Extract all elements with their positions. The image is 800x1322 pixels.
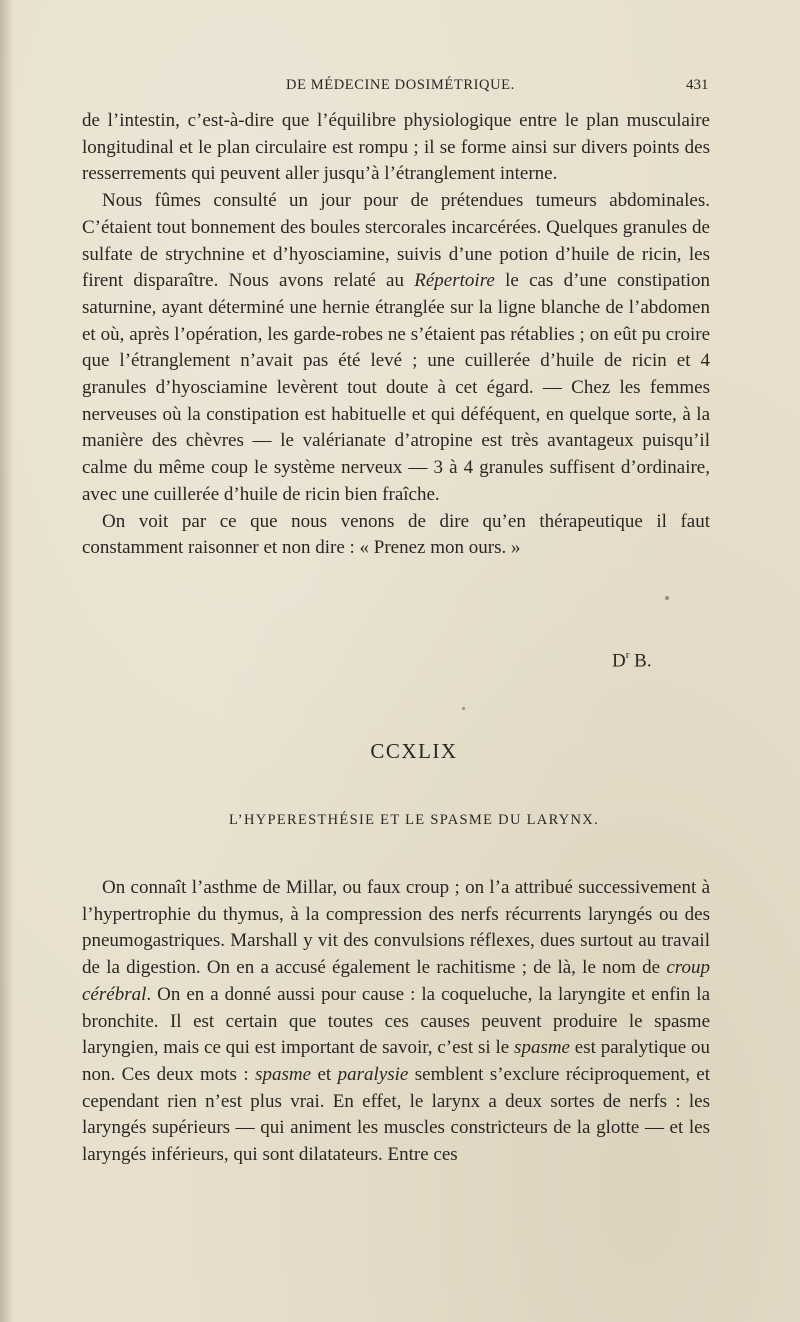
larynx-text-1: On connaît l’asthme de Millar, ou faux croup ; on l’a attribué successivement à l’hypertrophie du thymus, à la compression des nerfs récurrents laryngés ou des pneumogastriques. Marshall y vit des convulsions réflexes, dues surtout au travail de la digestion. On en a accusé également le rachitisme ; de là, le nom de xyxy=(82,877,710,979)
paragraph-1-text: de l’intestin, c’est-à-dire que l’équilibre physiologique entre le plan musculaire longitudinal et le plan circulaire est rompu ; il se forme ainsi sur divers points des resserrements qui peuvent aller jusqu’à l’étranglement interne. xyxy=(82,110,710,185)
signature-initial: D xyxy=(612,650,626,672)
repertoire-italic: Répertoire xyxy=(414,270,495,292)
paragraph-continuation xyxy=(82,108,710,188)
paper-speck xyxy=(462,707,465,710)
signature-end: B. xyxy=(629,650,652,672)
paper-speck xyxy=(665,596,669,600)
spasme-italic-2: spasme xyxy=(255,1063,312,1085)
running-header xyxy=(0,77,800,99)
larynx-text-2: . On en a donné aussi pour cause : la coqueluche, la laryngite et enfin la bronchite. Il est certain que toutes ces causes peuvent produire le spasme laryngien, mais ce qui est important de savoir, c’est si le xyxy=(82,983,710,1059)
larynx-text-5: semblent s’exclure réciproquement, et cependant rien n’est plus vrai. En effet, le larynx a deux sortes de nerfs : les laryngés supérieurs — qui animent les muscles constricteurs de la glotte — et les laryngés inférieurs, qui sont dilatateurs. Entre ces xyxy=(82,1063,711,1166)
paralysie-italic: paralysie xyxy=(337,1063,409,1085)
author-signature xyxy=(612,650,652,672)
paragraph-tumeurs xyxy=(82,188,710,508)
paragraph-larynx xyxy=(82,875,710,1169)
croup-cerebral-italic: croup cérébral xyxy=(82,957,710,1005)
section-2-text xyxy=(82,875,710,1169)
larynx-text-3: est paralytique ou non. Ces deux mots : xyxy=(82,1037,710,1085)
paragraph-conclusion xyxy=(82,509,710,562)
running-title: DE MÉDECINE DOSIMÉTRIQUE. xyxy=(286,77,515,93)
paragraph-2-text-a: Nous fûmes consulté un jour pour de prétendues tumeurs abdominales. C’étaient tout bonnement des boules stercorales incarcérées. Quelques granules de sulfate de strychnine et d’hyosciamine, suivis d’une potion d’huile de ricin, les firent disparaître. Nous avons relaté au xyxy=(82,190,710,292)
paragraph-3-text: On voit par ce que nous venons de dire qu’en thérapeutique il faut constamment raisonner et non dire : « Prenez mon ours. » xyxy=(82,510,710,559)
spasme-italic-1: spasme xyxy=(514,1037,570,1059)
page-number: 431 xyxy=(686,77,709,93)
larynx-text-4: et xyxy=(311,1063,338,1085)
chapter-title: L’HYPERESTHÉSIE ET LE SPASME DU LARYNX. xyxy=(228,812,599,828)
paragraph-2-text-b: le cas d’une constipation saturnine, ayant déterminé une hernie étranglée sur la ligne blanche de l’abdomen et où, après l’opération, les garde-robes ne s’étaient pas rétablies ; on eût pu croire que l’étranglement n’avait pas été levé ; une cuillerée d’huile de ricin et 4 granules d’hyosciamine levèrent tout doute à cet égard. — Chez les femmes nerveuses où la constipation est habituelle et qui déféquent, en quelque sorte, à la manière des chèvres — le valérianate d’atropine est très avantageux puisqu’il calme du même coup le système nerveux — 3 à 4 granules suffisent d’ordinaire, avec une cuillerée d’huile de ricin bien fraîche. xyxy=(82,270,711,505)
section-1-text xyxy=(82,108,710,562)
binding-shadow xyxy=(0,0,14,1322)
chapter-number: CCXLIX xyxy=(370,739,458,763)
signature-superscript: r xyxy=(625,649,630,661)
